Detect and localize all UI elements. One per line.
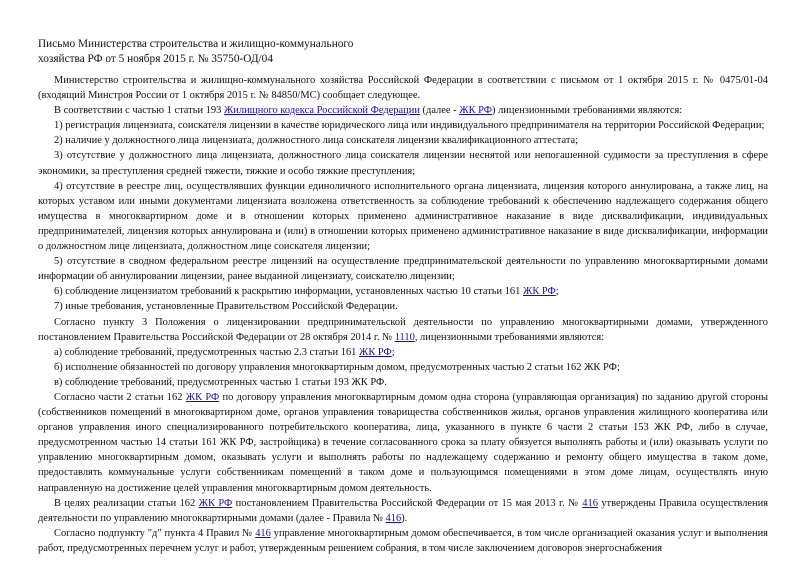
paragraph-text: 2) наличие у должностного лица лицензиата, должностного лица соискателя лицензии квалификационного аттестата; xyxy=(54,135,579,147)
paragraph xyxy=(38,375,768,390)
paragraph-text: Согласно части 2 статьи 162 xyxy=(54,391,186,403)
paragraph-text: ; xyxy=(391,346,395,358)
paragraph-text: В соответствии с частью 1 статьи 193 xyxy=(54,105,224,117)
paragraph xyxy=(38,254,768,284)
paragraph-text: а) соблюдение требований, предусмотренных частью 2.3 статьи 161 xyxy=(54,346,359,358)
paragraph-text: 4) отсутствие в реестре лиц, осуществлявших функции единоличного исполнительного органа лицензиата, лицензия которого аннулирована, а также лиц, на которых уставом или иными документами лицензиата возложена ответственность за соблюдение требований к обеспечению надлежащего содержания общего имущества в многоквартирном доме и в отношении которых применено административное наказание в виде дисквалификации, индивидуальных предпринимателей, лицензия которых аннулирована и (или) в отношении которых применено административное наказание в виде дисквалификации, информации о должностном лице лицензиата, должностном лице соискателя лицензии; xyxy=(38,180,768,253)
paragraph xyxy=(38,360,768,375)
paragraph-text: ) лицензионными требованиями являются: xyxy=(492,105,683,117)
document-title xyxy=(38,37,598,67)
paragraph-text: (далее - xyxy=(419,105,460,117)
paragraph-text: В целях реализации статьи 162 xyxy=(54,497,199,509)
document-link[interactable]: ЖК РФ xyxy=(359,346,392,358)
paragraph xyxy=(38,496,768,526)
paragraph xyxy=(38,73,768,103)
paragraph-text: 3) отсутствие у должностного лица лицензиата, должностного лица соискателя лицензии неснятой или непогашенной судимости за преступления в сфере экономики, за преступления средней тяжести, тяжкие и особо тяжкие преступления; xyxy=(38,150,768,177)
paragraph xyxy=(38,133,768,148)
paragraph xyxy=(38,390,768,496)
document-link[interactable]: Жилищного кодекса Российской Федерации xyxy=(223,105,420,117)
document-link[interactable]: ЖК РФ xyxy=(522,286,556,298)
paragraph xyxy=(38,179,768,254)
document-link[interactable]: ЖК РФ xyxy=(459,105,493,117)
document-link[interactable]: 416 xyxy=(385,512,402,524)
paragraph-text: Согласно подпункту "д" пункта 4 Правил № xyxy=(54,527,256,539)
paragraph xyxy=(38,103,768,118)
paragraph xyxy=(38,526,768,556)
document-link[interactable]: 416 xyxy=(255,527,271,539)
document-body xyxy=(38,73,768,556)
document-link[interactable]: 416 xyxy=(582,497,598,509)
paragraph xyxy=(38,315,768,345)
paragraph-text: Министерство строительства и жилищно-коммунального хозяйства Российской Федерации в соответствии с письмом от 1 октября 2015 г. № 0475/01-04 (входящий Минстроя России от 1 октября 2015 г. № 84850/МС) сообщает следующее. xyxy=(38,75,768,102)
paragraph-text: утверждены Правила осуществления деятельности по управлению многоквартирными домами (далее - Правила № xyxy=(38,497,769,524)
paragraph-text: в) соблюдение требований, предусмотренных частью 1 статьи 193 ЖК РФ. xyxy=(54,376,387,388)
document-link[interactable]: 1110 xyxy=(394,331,415,343)
paragraph xyxy=(38,284,768,299)
document-title-line-1: Письмо Министерства строительства и жилищно-коммунального xyxy=(38,38,354,50)
paragraph-text: ). xyxy=(401,512,408,524)
paragraph xyxy=(38,299,768,314)
paragraph-text: управление многоквартирным домом обеспечивается, в том числе организацией оказания услуг и выполнения работ, предусмотренных перечнем услуг и работ, утвержденным решением собрания, в том числе заключением договоров энергоснабжения xyxy=(38,527,768,554)
paragraph-text: ; xyxy=(555,286,559,298)
paragraph-text: постановлением Правительства Российской Федерации от 15 мая 2013 г. № xyxy=(232,497,583,509)
paragraph xyxy=(38,148,768,178)
document-link[interactable]: ЖК РФ xyxy=(185,391,220,403)
paragraph-text: 7) иные требования, установленные Правительством Российской Федерации. xyxy=(54,301,398,313)
paragraph-text: 5) отсутствие в сводном федеральном реестре лицензий на осуществление предпринимательской деятельности по управлению многоквартирными домами информации об аннулировании лицензии, ранее выданной лицензиату, соискателю лицензии; xyxy=(38,256,768,283)
paragraph-text: 6) соблюдение лицензиатом требований к раскрытию информации, установленных частью 10 статьи 161 xyxy=(54,286,523,298)
paragraph-text: , лицензионными требованиями являются: xyxy=(414,331,605,343)
paragraph xyxy=(38,118,768,133)
document-title-line-2: хозяйства РФ от 5 ноября 2015 г. № 35750-ОД/04 xyxy=(38,53,273,65)
paragraph xyxy=(38,345,768,360)
paragraph-text: по договору управления многоквартирным домом одна сторона (управляющая организация) по заданию другой стороны (собственников помещений в многоквартирном доме, органов управления товарищества собственников жилья, органов управления жилищного кооператива или органов управления иного специализированного потребительского кооператива, лица, указанного в пункте 6 части 2 статьи 153 ЖК РФ, либо в случае, предусмотренном частью 14 статьи 161 ЖК РФ, застройщика) в течение согласованного срока за плату обязуется выполнять работы и (или) оказывать услуги по управлению многоквартирным домом, оказывать услуги и выполнять работы по надлежащему содержанию и ремонту общего имущества в таком доме, предоставлять коммунальные услуги собственникам помещений в таком доме и пользующимся помещениями в этом доме лицам, осуществлять иную направленную на достижение целей управления многоквартирным домом деятельность. xyxy=(38,391,769,494)
paragraph-text: 1) регистрация лицензиата, соискателя лицензии в качестве юридического лица или индивидуального предпринимателя на территории Российской Федерации; xyxy=(54,120,765,132)
document-link[interactable]: ЖК РФ xyxy=(198,497,233,509)
paragraph-text: б) исполнение обязанностей по договору управления многоквартирным домом, предусмотренных частью 2 статьи 162 ЖК РФ; xyxy=(54,361,620,373)
paragraph-text: Согласно пункту 3 Положения о лицензировании предпринимательской деятельности по управлению многоквартирными домами, утвержденного постановлением Правительства Российской Федерации от 28 октября 2014 г. № xyxy=(38,316,768,343)
